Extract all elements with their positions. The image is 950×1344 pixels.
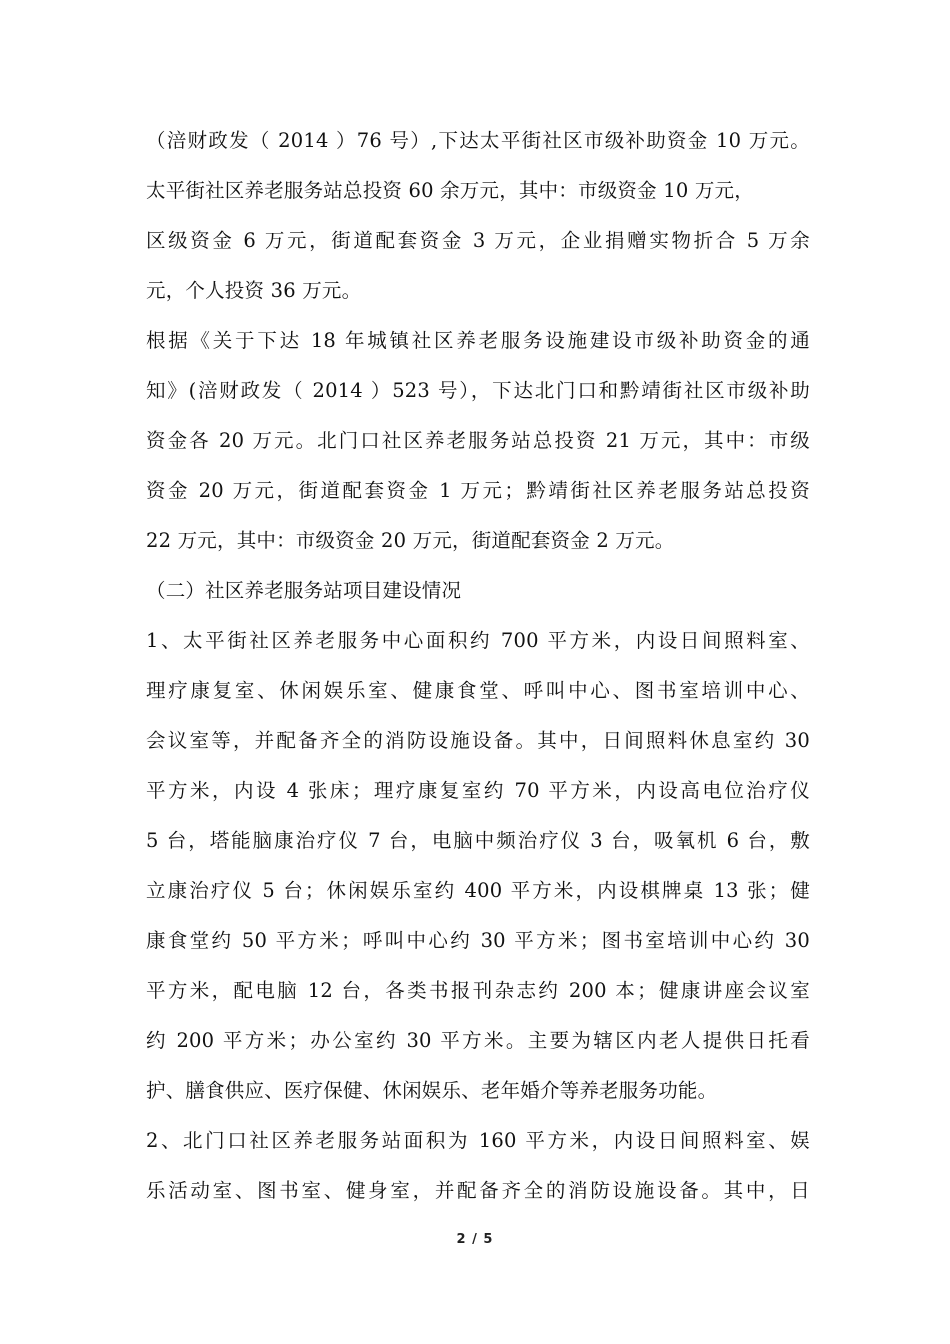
text-line: 区级资金 6 万元，街道配套资金 3 万元，企业捐赠实物折合 5 万余 <box>146 229 810 252</box>
text-line: 2、北门口社区养老服务站面积为 160 平方米，内设日间照料室、娱 <box>146 1129 810 1152</box>
text-line: 乐活动室、图书室、健身室，并配备齐全的消防设施设备。其中，日 <box>146 1179 810 1202</box>
text-line: 康食堂约 50 平方米；呼叫中心约 30 平方米；图书室培训中心约 30 <box>146 929 810 952</box>
text-line: 约 200 平方米；办公室约 30 平方米。主要为辖区内老人提供日托看 <box>146 1029 810 1052</box>
page-number: 2 / 5 <box>456 1232 494 1247</box>
text-line: 知》(涪财政发（ 2014 ）523 号），下达北门口和黔靖街社区市级补助 <box>146 379 810 402</box>
text-line: 根据《关于下达 18 年城镇社区养老服务设施建设市级补助资金的通 <box>146 329 810 352</box>
section-heading: （二）社区养老服务站项目建设情况 <box>146 579 462 602</box>
text-line: 太平街社区养老服务站总投资 60 余万元，其中：市级资金 10 万元， <box>146 179 754 202</box>
text-line: 22 万元，其中：市级资金 20 万元，街道配套资金 2 万元。 <box>146 529 675 552</box>
text-line: 资金各 20 万元。北门口社区养老服务站总投资 21 万元，其中：市级 <box>146 429 810 452</box>
text-line: （涪财政发（ 2014 ）76 号）,下达太平街社区市级补助资金 10 万元。 <box>146 129 810 152</box>
text-line: 立康治疗仪 5 台；休闲娱乐室约 400 平方米，内设棋牌桌 13 张；健 <box>146 879 810 902</box>
text-line: 护、膳食供应、医疗保健、休闲娱乐、老年婚介等养老服务功能。 <box>146 1079 718 1102</box>
body-text <box>146 116 810 1216</box>
text-line: 1、太平街社区养老服务中心面积约 700 平方米，内设日间照料室、 <box>146 629 810 652</box>
text-line: 资金 20 万元，街道配套资金 1 万元；黔靖街社区养老服务站总投资 <box>146 479 810 502</box>
text-line: 元，个人投资 36 万元。 <box>146 279 362 302</box>
text-line: 理疗康复室、休闲娱乐室、健康食堂、呼叫中心、图书室培训中心、 <box>146 679 810 702</box>
text-line: 平方米，内设 4 张床；理疗康复室约 70 平方米，内设高电位治疗仪 <box>146 779 810 802</box>
text-line: 会议室等，并配备齐全的消防设施设备。其中，日间照料休息室约 30 <box>146 729 810 752</box>
text-line: 平方米，配电脑 12 台，各类书报刊杂志约 200 本；健康讲座会议室 <box>146 979 810 1002</box>
text-line: 5 台，塔能脑康治疗仪 7 台，电脑中频治疗仪 3 台，吸氧机 6 台，敷 <box>146 829 810 852</box>
